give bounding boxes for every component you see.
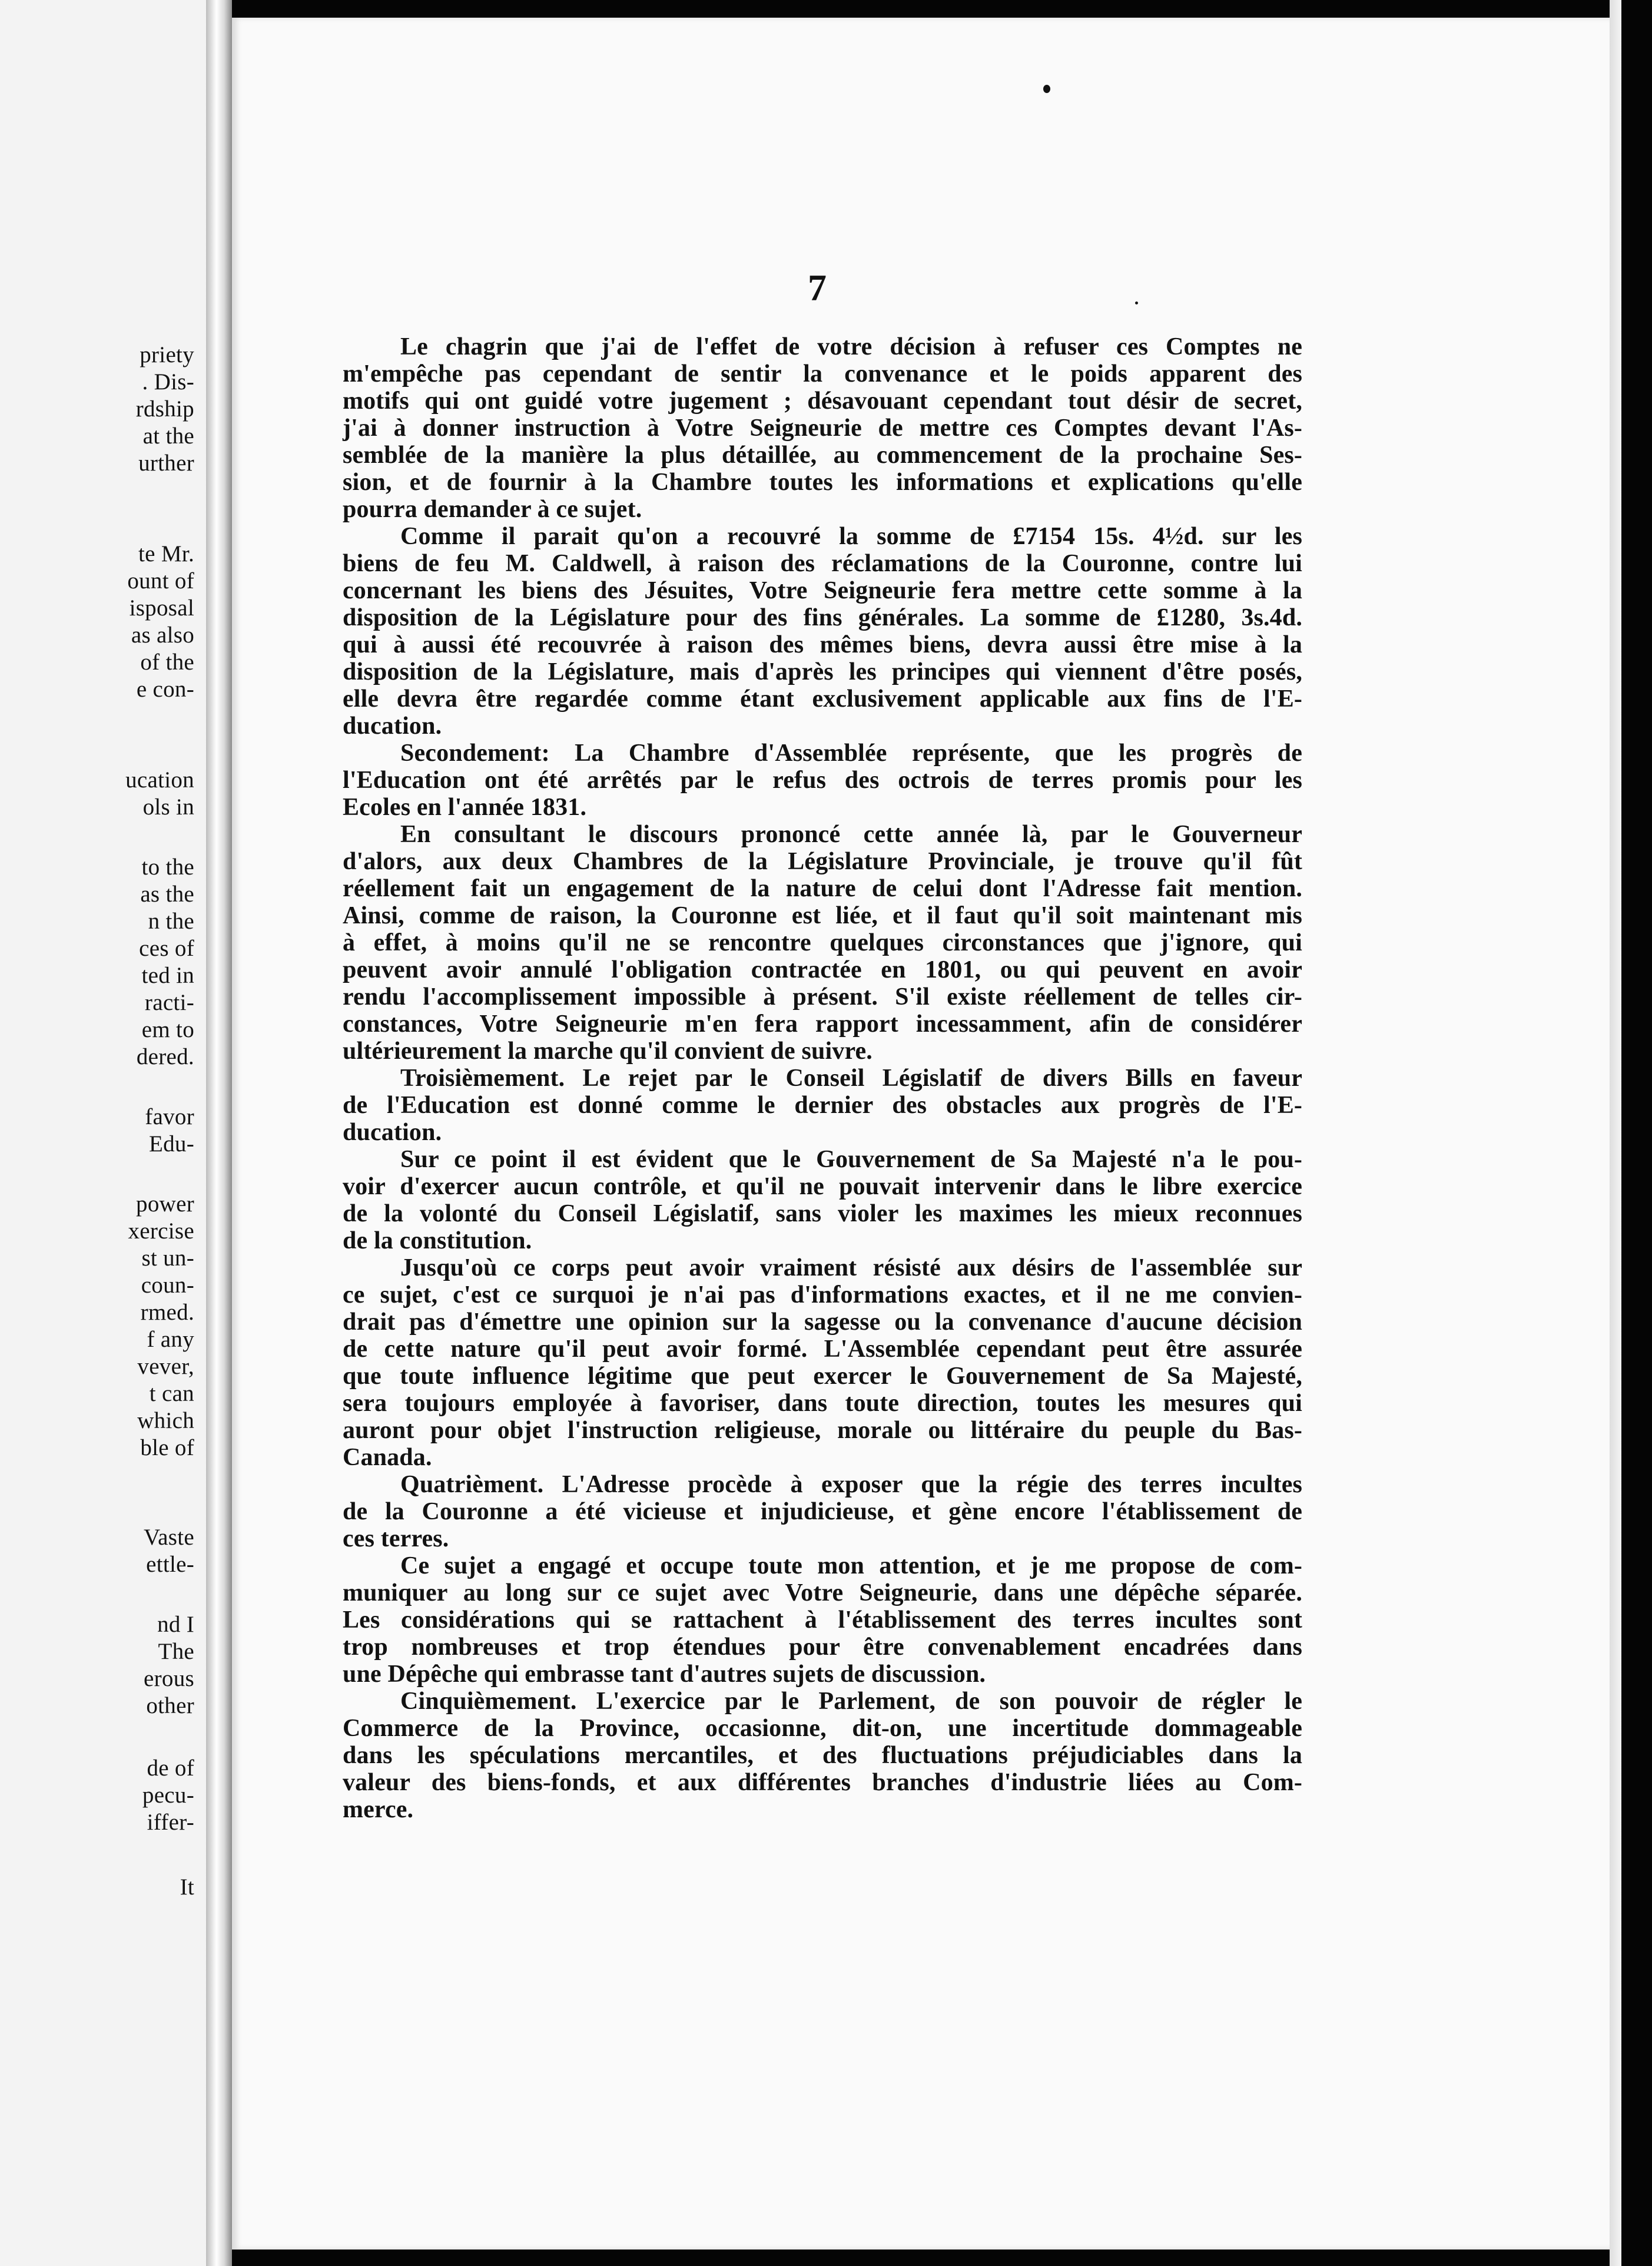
text-line: disposition de la Législature pour des fins générales. La somme de £1280, 3s.4d.	[343, 604, 1302, 631]
left-page-fragment: Vaste	[144, 1525, 194, 1550]
text-line: Jusqu'où ce corps peut avoir vraiment résisté aux désirs de l'assemblée sur	[400, 1254, 1302, 1281]
left-page-fragment: n the	[148, 909, 194, 934]
left-page-fragment: t can	[149, 1381, 194, 1406]
text-line: auront pour objet l'instruction religieuse, morale ou littéraire du peuple du Bas-	[343, 1417, 1302, 1444]
text-line: voir d'exercer aucun contrôle, et qu'il ne pouvait intervenir dans le libre exercice	[343, 1173, 1302, 1200]
text-line: motifs qui ont guidé votre jugement ; désavouant cependant tout désir de secret,	[343, 387, 1302, 415]
left-page-fragment: of the	[140, 650, 194, 675]
text-line: ultérieurement la marche qu'il convient de suivre.	[343, 1038, 873, 1065]
left-page-fragment: rmed.	[140, 1300, 194, 1325]
left-page-fragment: te Mr.	[138, 541, 194, 566]
left-page-fragment: erous	[144, 1666, 194, 1691]
paragraph	[343, 1146, 1302, 1254]
text-line: ces terres.	[343, 1525, 449, 1552]
text-line: En consultant le discours prononcé cette année là, par le Gouverneur	[400, 821, 1302, 848]
left-page-fragment: ble of	[140, 1435, 194, 1460]
text-line: pourra demander à ce sujet.	[343, 496, 642, 523]
text-line: muniquer au long sur ce sujet avec Votre Seigneurie, dans une dépêche séparée.	[343, 1579, 1302, 1606]
left-page-fragment: as the	[140, 882, 194, 907]
left-page-edge	[0, 0, 210, 2266]
text-line: de l'Education est donné comme le dernier des obstacles aux progrès de l'E-	[343, 1092, 1302, 1119]
left-page-fragment: iffer-	[147, 1810, 194, 1835]
text-line: peuvent avoir annulé l'obligation contractée en 1801, ou qui peuvent en avoir	[343, 956, 1302, 983]
text-line: constances, Votre Seigneurie m'en fera rapport incessamment, afin de considérer	[343, 1011, 1302, 1038]
text-line: Le chagrin que j'ai de l'effet de votre décision à refuser ces Comptes ne	[400, 333, 1302, 360]
left-page-fragment: to the	[141, 854, 194, 880]
text-line: m'empêche pas cependant de sentir la convenance et le poids apparent des	[343, 360, 1302, 387]
left-page-fragment: coun-	[141, 1273, 194, 1298]
left-page-fragment: ted in	[141, 963, 194, 988]
left-page-fragment: dered.	[136, 1044, 194, 1069]
left-page-fragment: ces of	[139, 936, 194, 961]
text-line: Secondement: La Chambre d'Assemblée représente, que les progrès de	[400, 740, 1302, 767]
text-line: sion, et de fournir à la Chambre toutes les informations et explications qu'elle	[343, 469, 1302, 496]
text-line: d'alors, aux deux Chambres de la Législature Provinciale, je trouve qu'il fût	[343, 848, 1302, 875]
left-page-fragment: xercise	[128, 1218, 194, 1244]
text-line: une Dépêche qui embrasse tant d'autres sujets de discussion.	[343, 1661, 986, 1688]
left-page-fragment: which	[137, 1408, 194, 1433]
text-line: elle devra être regardée comme étant exclusivement applicable aux fins de l'E-	[343, 685, 1302, 713]
text-line: réellement fait un engagement de la nature de celui dont l'Adresse fait mention.	[343, 875, 1302, 902]
text-line: Cinquièmement. L'exercice par le Parlement, de son pouvoir de régler le	[400, 1688, 1302, 1715]
text-line: Ecoles en l'année 1831.	[343, 794, 587, 821]
paragraph	[343, 1552, 1302, 1688]
left-page-fragment: favor	[145, 1104, 194, 1129]
ink-speck	[1043, 85, 1050, 93]
text-line: que toute influence légitime que peut exercer le Gouvernement de Sa Majesté,	[343, 1363, 1302, 1390]
text-line: rendu l'accomplissement impossible à présent. S'il existe réellement de telles cir-	[343, 983, 1302, 1011]
text-line: ce sujet, c'est ce surquoi je n'ai pas d'informations exactes, et il ne me convien-	[343, 1281, 1302, 1308]
left-page-fragment: urther	[138, 450, 194, 476]
left-page-fragment: power	[136, 1191, 194, 1217]
text-line: merce.	[343, 1796, 414, 1823]
text-line: Troisièmement. Le rejet par le Conseil Législatif de divers Bills en faveur	[400, 1065, 1302, 1092]
paragraph	[343, 1688, 1302, 1823]
left-page-fragment: vever,	[137, 1354, 194, 1379]
left-page-fragment: ount of	[127, 568, 194, 594]
left-page-fragment: Edu-	[148, 1131, 194, 1157]
left-page-fragment: at the	[142, 423, 194, 449]
text-line: dans les spéculations mercantiles, et des fluctuations préjudiciables dans la	[343, 1742, 1302, 1769]
left-page-fragment: em to	[141, 1017, 194, 1042]
left-page-fragment: racti-	[144, 990, 194, 1015]
body-text	[343, 333, 1302, 1823]
text-line: j'ai à donner instruction à Votre Seigneurie de mettre ces Comptes devant l'As-	[343, 415, 1302, 442]
left-page-fragment: de of	[147, 1755, 194, 1781]
left-page-fragment: ucation	[125, 767, 194, 793]
text-line: ducation.	[343, 713, 442, 740]
left-page-fragment: as also	[131, 622, 194, 648]
paragraph	[343, 333, 1302, 523]
paragraph	[343, 523, 1302, 740]
text-line: qui à aussi été recouvrée à raison des mêmes biens, devra aussi être mise à la	[343, 631, 1302, 658]
text-line: Sur ce point il est évident que le Gouvernement de Sa Majesté n'a le pou-	[400, 1146, 1302, 1173]
left-page-fragment: f any	[147, 1327, 194, 1352]
page-edge	[1610, 0, 1621, 2266]
text-line: Canada.	[343, 1444, 432, 1471]
text-line: à effet, à moins qu'il ne se rencontre quelques circonstances que j'ignore, qui	[343, 929, 1302, 956]
left-page-fragment: nd I	[157, 1612, 194, 1637]
text-line: semblée de la manière la plus détaillée, au commencement de la prochaine Ses-	[343, 442, 1302, 469]
left-page-fragment: rdship	[135, 396, 194, 422]
left-page-fragment: pecu-	[142, 1783, 194, 1808]
text-line: de la constitution.	[343, 1227, 532, 1254]
paragraph	[343, 740, 1302, 821]
text-line: Ainsi, comme de raison, la Couronne est liée, et il faut qu'il soit maintenant mis	[343, 902, 1302, 929]
text-line: concernant les biens des Jésuites, Votre Seigneurie fera mettre cette somme à la	[343, 577, 1302, 604]
book-gutter	[206, 0, 232, 2266]
text-line: de cette nature qu'il peut avoir formé. L'Assemblée cependant peut être assurée	[343, 1336, 1302, 1363]
left-page-fragment: . Dis-	[142, 369, 194, 395]
left-page-fragment: ettle-	[146, 1552, 194, 1577]
left-page-fragment: st un-	[141, 1245, 194, 1271]
paragraph	[343, 1065, 1302, 1146]
left-page-fragment: isposal	[129, 595, 194, 621]
text-line: l'Education ont été arrêtés par le refus des octrois de terres promis pour les	[343, 767, 1302, 794]
ink-speck	[1135, 302, 1138, 304]
text-line: sera toujours employée à favoriser, dans toute direction, toutes les mesures qui	[343, 1390, 1302, 1417]
text-line: trop nombreuses et trop étendues pour être convenablement encadrées dans	[343, 1634, 1302, 1661]
left-page-fragment: It	[180, 1874, 194, 1900]
text-line: ducation.	[343, 1119, 442, 1146]
text-line: Quatrièment. L'Adresse procède à exposer que la régie des terres incultes	[400, 1471, 1302, 1498]
text-line: Ce sujet a engagé et occupe toute mon attention, et je me propose de com-	[400, 1552, 1302, 1579]
page-number: 7	[808, 267, 827, 309]
text-line: de la Couronne a été vicieuse et injudicieuse, et gène encore l'établissement de	[343, 1498, 1302, 1525]
left-page-fragment: other	[146, 1693, 194, 1718]
left-page-fragment: e con-	[136, 677, 194, 702]
paragraph	[343, 1254, 1302, 1471]
text-line: disposition de la Législature, mais d'après les principes qui viennent d'être posés,	[343, 658, 1302, 685]
text-line: de la volonté du Conseil Législatif, sans violer les maximes les mieux reconnues	[343, 1200, 1302, 1227]
paragraph	[343, 1471, 1302, 1552]
text-line: Commerce de la Province, occasionne, dit-on, une incertitude dommageable	[343, 1715, 1302, 1742]
text-line: biens de feu M. Caldwell, à raison des réclamations de la Couronne, contre lui	[343, 550, 1302, 577]
left-page-fragment: priety	[140, 342, 194, 367]
text-line: Comme il parait qu'on a recouvré la somme de £7154 15s. 4½d. sur les	[400, 523, 1302, 550]
text-line: Les considérations qui se rattachent à l'établissement des terres incultes sont	[343, 1606, 1302, 1634]
paragraph	[343, 821, 1302, 1065]
left-page-fragment: The	[158, 1639, 194, 1664]
left-page-fragment: ols in	[142, 794, 194, 820]
text-line: valeur des biens-fonds, et aux différentes branches d'industrie liées au Com-	[343, 1769, 1302, 1796]
text-line: drait pas d'émettre une opinion sur la sagesse ou la convenance d'aucune décision	[343, 1308, 1302, 1336]
